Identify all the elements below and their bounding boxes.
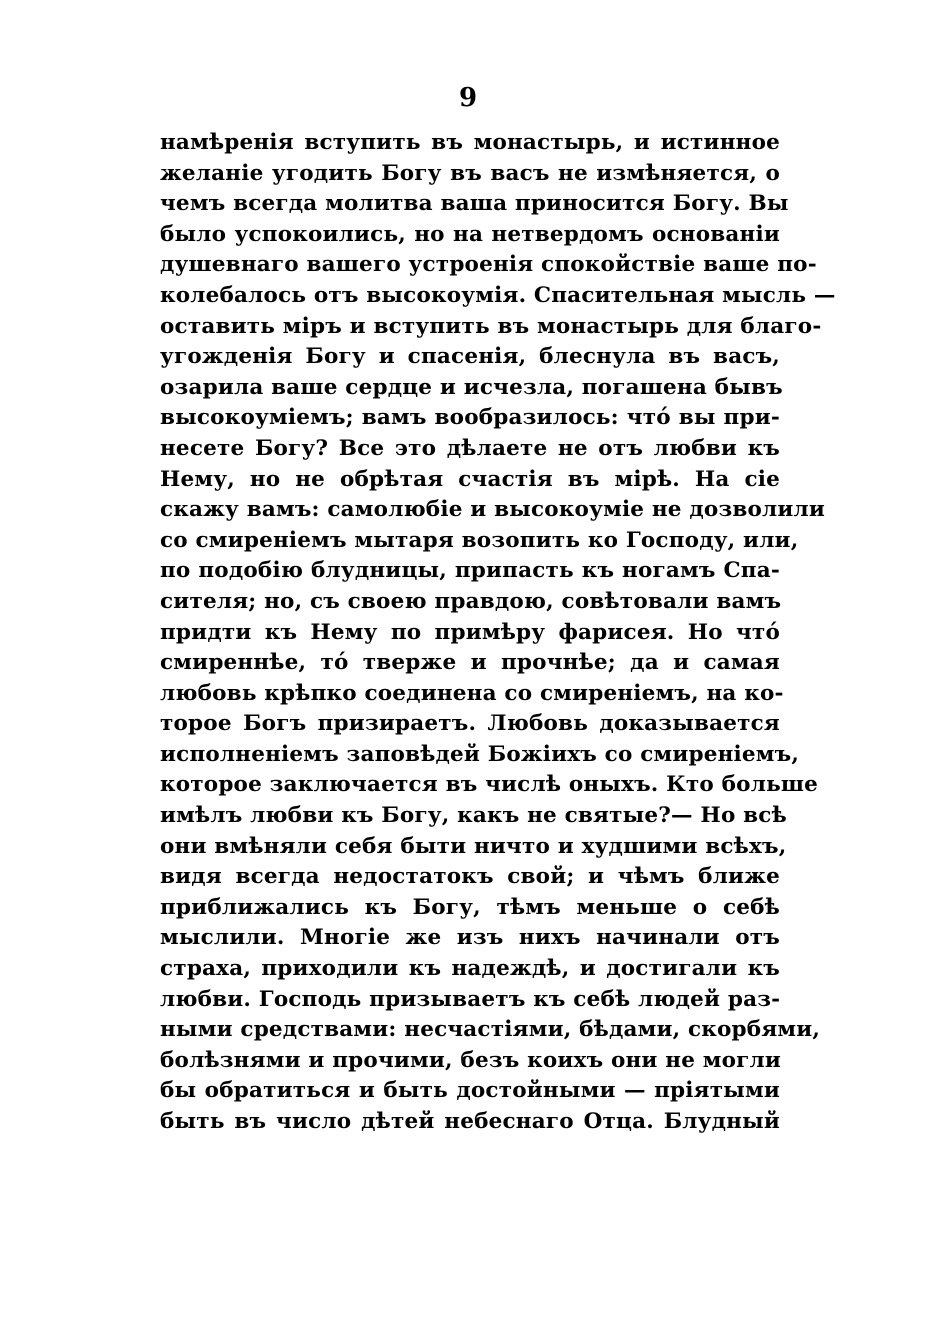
text-line: страха, приходили къ надеждѣ, и достигали къ — [160, 956, 780, 982]
text-line: Нему, но не обрѣтая счастія въ мірѣ. На сіе — [160, 466, 780, 492]
text-line: оставить міръ и вступить въ монастырь для благо- — [160, 313, 822, 339]
text-line: чемъ всегда молитва ваша приносится Богу. Вы — [160, 191, 789, 217]
text-line: душевнаго вашего устроенія спокойствіе ваше по- — [160, 252, 817, 278]
text-line: высокоуміемъ; вамъ вообразилось: что́ вы при- — [160, 405, 780, 431]
text-line: ными средствами: несчастіями, бѣдами, скорбями, — [160, 1017, 821, 1043]
text-line: бы обратиться и быть достойными — пріятыми — [160, 1078, 780, 1104]
text-line: колебалось отъ высокоумія. Спасительная мысль — — [160, 282, 836, 308]
text-line: было успокоились, но на нетвердомъ основаніи — [160, 221, 780, 247]
text-line: озарила ваше сердце и исчезла, погашена бывъ — [160, 374, 783, 400]
text-line: смиреннѣе, то́ тверже и прочнѣе; да и самая — [160, 650, 780, 676]
text-line: сителя; но, съ своею правдою, совѣтовали вамъ — [160, 588, 782, 614]
text-line: имѣлъ любви къ Богу, какъ не святые?— Но всѣ — [160, 803, 787, 829]
text-line: которое заключается въ числѣ оныхъ. Кто больше — [160, 772, 819, 798]
text-line: видя всегда недостатокъ свой; и чѣмъ ближе — [160, 864, 780, 890]
text-line: желаніе угодить Богу въ васъ не измѣняется, о — [160, 160, 780, 186]
text-line: намѣренія вступить въ монастырь, и истинное — [160, 130, 780, 155]
text-line: со смиреніемъ мытаря возопить ко Господу, или, — [160, 527, 799, 553]
text-line: по подобію блудницы, припасть къ ногамъ Спа- — [160, 558, 780, 584]
text-line: несете Богу? Все это дѣлаете не отъ любви къ — [160, 435, 780, 461]
text-line: быть въ число дѣтей небеснаго Отца. Блудный — [160, 1109, 780, 1134]
text-line: они вмѣняли себя быти ничто и худшими всѣхъ, — [160, 833, 787, 859]
text-line: скажу вамъ: самолюбіе и высокоуміе не дозволили — [160, 497, 826, 523]
text-line: мыслили. Многіе же изъ нихъ начинали отъ — [160, 925, 780, 951]
text-line: исполненіемъ заповѣдей Божіихъ со смиреніемъ, — [160, 741, 800, 767]
text-line: приближались къ Богу, тѣмъ меньше о себѣ — [160, 894, 780, 920]
text-line: придти къ Нему по примѣру фарисея. Но что́ — [160, 619, 780, 645]
text-line: любовь крѣпко соединена со смиреніемъ, на ко- — [160, 680, 784, 706]
body-text — [160, 128, 836, 1138]
text-line: торое Богъ призираетъ. Любовь доказывается — [160, 711, 780, 737]
page-number: 9 — [458, 83, 478, 113]
text-line: любви. Господь призываетъ къ себѣ людей раз- — [160, 986, 781, 1012]
text-line: болѣзнями и прочими, безъ коихъ они не могли — [160, 1047, 782, 1073]
text-line: угожденія Богу и спасенія, блеснула въ васъ, — [160, 344, 780, 370]
